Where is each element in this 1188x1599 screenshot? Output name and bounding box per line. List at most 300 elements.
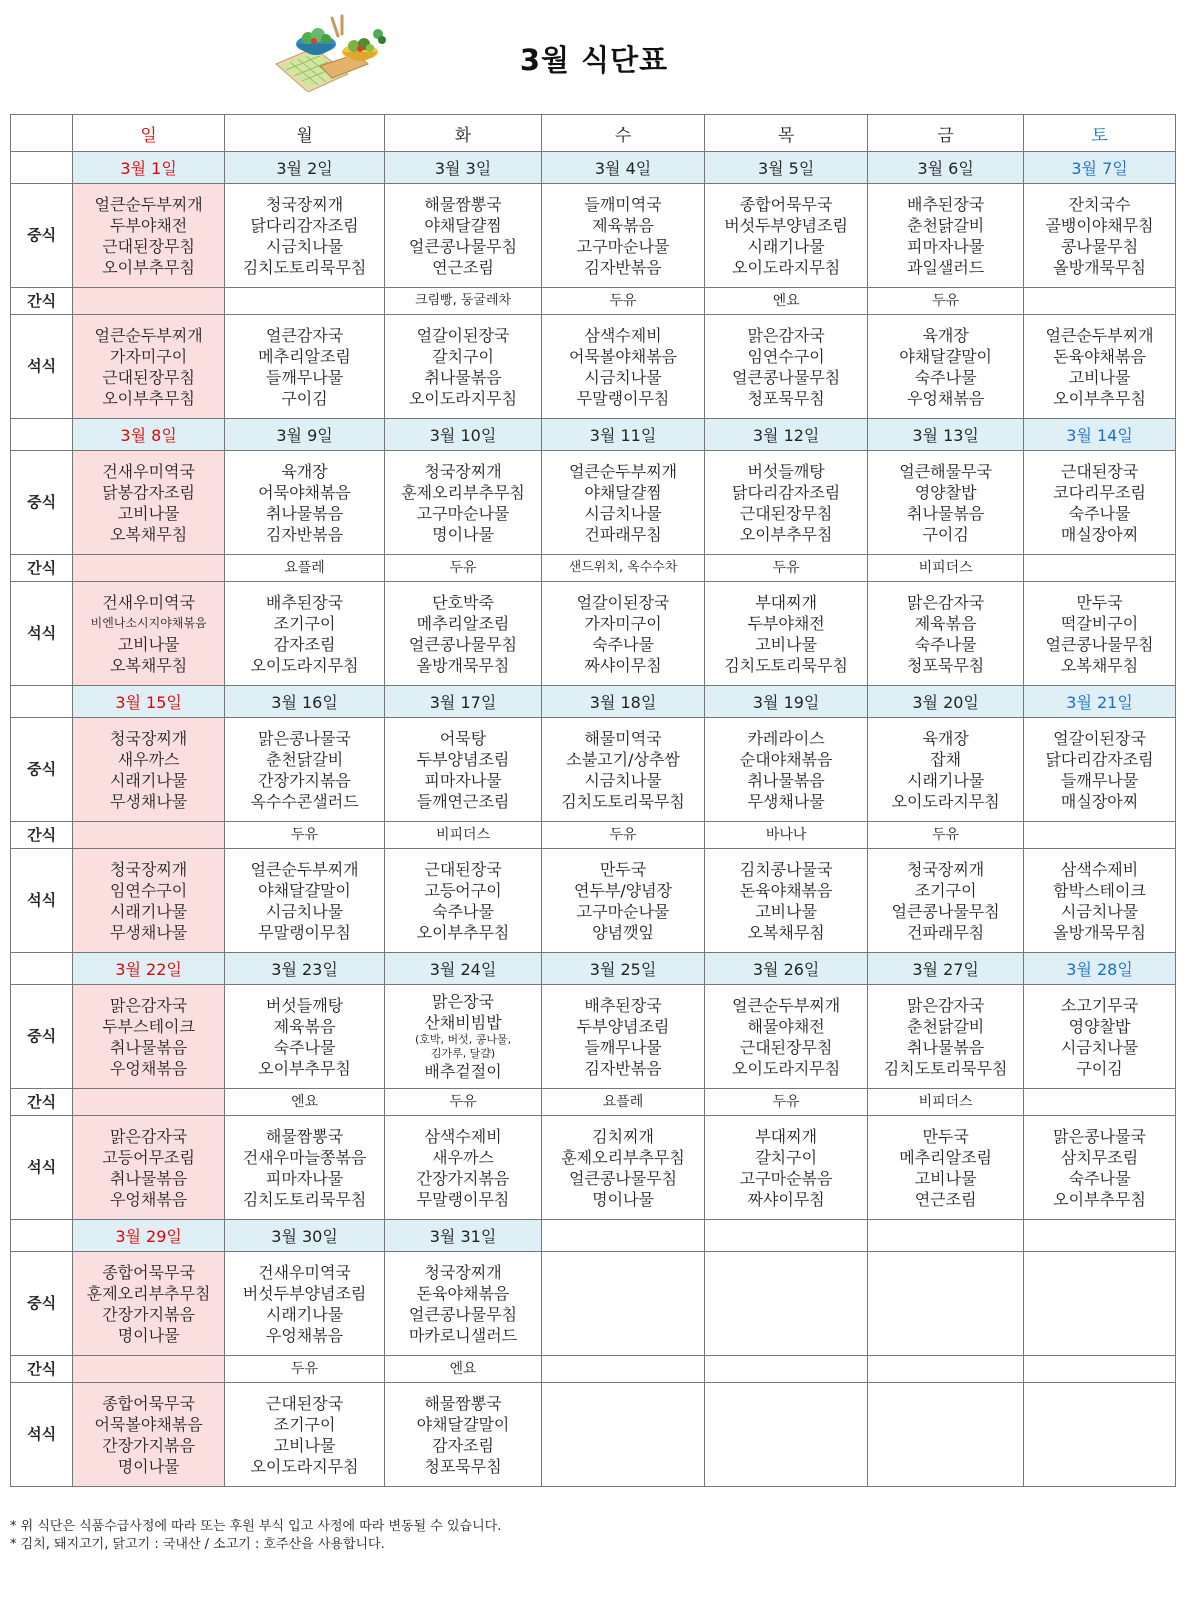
menu-item: 얼큰콩나물무침 (568, 1168, 678, 1188)
snack-row (11, 288, 1176, 315)
menu-item: 고등어무조림 (102, 1147, 195, 1167)
dinner-row (11, 849, 1176, 953)
menu-item: 구이김 (281, 388, 328, 408)
menu-item: 야채달걀찜 (424, 215, 502, 235)
snack-cell (73, 288, 225, 315)
menu-item: 오이부추무침 (258, 1058, 351, 1078)
menu-item: 조기구이 (273, 613, 336, 633)
menu-item: 새우까스 (432, 1147, 494, 1167)
snack-cell (73, 822, 225, 849)
date-cell: 3월 25일 (542, 953, 705, 985)
menu-item: 근대된장무침 (102, 236, 195, 256)
menu-item: 메추리알조림 (899, 1147, 992, 1167)
menu-item: 갈치구이 (432, 346, 494, 366)
snack-cell: 비피더스 (385, 822, 542, 849)
snack-cell (73, 1089, 225, 1116)
snack-cell: 두유 (705, 1089, 868, 1116)
dinner-cell (225, 1383, 385, 1487)
lunch-label: 중식 (11, 718, 73, 822)
snack-cell (1024, 1356, 1176, 1383)
menu-item: 마카로니샐러드 (408, 1325, 518, 1345)
menu-item: 피마자나물 (265, 1168, 344, 1188)
weekday-header: 목 (705, 115, 868, 152)
date-cell: 3월 5일 (705, 152, 868, 184)
menu-item: 종합어묵무국 (102, 1393, 195, 1413)
menu-item: 무말랭이무침 (576, 388, 670, 408)
menu-item: 시금치나물 (265, 901, 344, 921)
menu-item: 청국장찌개 (424, 461, 502, 481)
menu-item: 부대찌개 (755, 592, 818, 612)
footer-notes (10, 1518, 501, 1554)
dinner-cell (1024, 315, 1176, 419)
empty-cell (542, 1383, 705, 1487)
menu-item: 무생채나물 (747, 791, 825, 811)
menu-item: 임연수구이 (747, 346, 825, 366)
menu-item: 종합어묵무국 (102, 1262, 195, 1282)
menu-item: 갈치구이 (755, 1147, 818, 1167)
menu-item: 해물짬뽕국 (424, 1393, 502, 1413)
date-cell: 3월 17일 (385, 686, 542, 718)
menu-item: 배추된장국 (906, 194, 985, 214)
date-cell: 3월 13일 (868, 419, 1024, 451)
lunch-row (11, 451, 1176, 555)
menu-item: 고비나물 (914, 1168, 977, 1188)
dinner-cell (868, 315, 1024, 419)
menu-item: 제육볶음 (273, 1016, 336, 1036)
empty-cell (1024, 1252, 1176, 1356)
menu-item: 돈육야채볶음 (739, 880, 833, 900)
menu-item: 고비나물 (273, 1435, 336, 1455)
menu-item: 오복채무침 (747, 922, 825, 942)
menu-item: 근대된장무침 (739, 1037, 833, 1057)
dinner-row (11, 1383, 1176, 1487)
dinner-cell (225, 1116, 385, 1220)
menu-item: 카레라이스 (747, 728, 825, 748)
date-cell: 3월 18일 (542, 686, 705, 718)
menu-item: 해물야채전 (747, 1016, 825, 1036)
snack-cell: 바나나 (705, 822, 868, 849)
dinner-cell (385, 1383, 542, 1487)
menu-item: 간장가지볶음 (102, 1435, 195, 1455)
menu-item: 시금치나물 (265, 236, 344, 256)
empty-cell (868, 1383, 1024, 1487)
dinner-cell (705, 849, 868, 953)
menu-item: 육개장 (922, 325, 969, 345)
menu-item: 청국장찌개 (109, 859, 188, 879)
snack-cell (1024, 822, 1176, 849)
empty-cell (868, 1252, 1024, 1356)
menu-item: 두부스테이크 (102, 1016, 195, 1036)
menu-item: 해물미역국 (584, 728, 662, 748)
menu-item: 숙주나물 (1068, 1168, 1131, 1188)
date-cell: 3월 4일 (542, 152, 705, 184)
corner-cell (11, 115, 73, 152)
snack-cell (73, 555, 225, 582)
menu-item: 맑은콩나물국 (258, 728, 351, 748)
menu-item: 두부양념조림 (416, 749, 510, 769)
menu-item: 해물짬뽕국 (424, 194, 502, 214)
dinner-cell (868, 1116, 1024, 1220)
snack-cell: 크림빵, 둥굴레차 (385, 288, 542, 315)
weekday-header-row (11, 115, 1176, 152)
menu-item: 고비나물 (117, 503, 180, 523)
date-cell: 3월 29일 (73, 1220, 225, 1252)
menu-item: 오이도라지무침 (250, 655, 359, 675)
dinner-cell (868, 849, 1024, 953)
menu-item: 영양찰밥 (1068, 1016, 1131, 1036)
menu-item: 숙주나물 (914, 634, 977, 654)
snack-cell (705, 1356, 868, 1383)
lunch-cell (225, 1252, 385, 1356)
date-cell: 3월 14일 (1024, 419, 1176, 451)
date-cell: 3월 24일 (385, 953, 542, 985)
snack-cell: 두유 (705, 555, 868, 582)
menu-item: 오복채무침 (109, 524, 188, 544)
menu-item: 닭다리감자조림 (1045, 749, 1154, 769)
menu-item: 얼갈이된장국 (416, 325, 510, 345)
dinner-cell (705, 1116, 868, 1220)
menu-item: 단호박죽 (432, 592, 494, 612)
menu-item: 올방개묵무침 (416, 655, 510, 675)
menu-item: 돈육야채볶음 (1053, 346, 1146, 366)
lunch-cell (73, 451, 225, 555)
menu-item: 오이부추무침 (102, 257, 195, 277)
lunch-row (11, 985, 1176, 1089)
lunch-cell (225, 184, 385, 288)
menu-item: 어묵야채볶음 (258, 482, 351, 502)
menu-item: 무생채나물 (109, 922, 188, 942)
snack-cell (73, 1356, 225, 1383)
empty-cell (1024, 1383, 1176, 1487)
snack-label: 간식 (11, 288, 73, 315)
menu-item: 취나물볶음 (906, 503, 985, 523)
menu-item: 떡갈비구이 (1060, 613, 1139, 633)
menu-item: 얼큰콩나물무침 (408, 1304, 518, 1324)
menu-item: 닭다리감자조림 (732, 482, 841, 502)
menu-item: 훈제오리부추무침 (86, 1283, 211, 1303)
menu-item: 두부양념조림 (576, 1016, 670, 1036)
menu-item: 고등어구이 (424, 880, 502, 900)
menu-item: 삼색수제비 (1060, 859, 1139, 879)
menu-item: 근대된장무침 (739, 503, 833, 523)
menu-item: 고비나물 (755, 901, 818, 921)
menu-item: 배추된장국 (584, 995, 662, 1015)
menu-item: 고비나물 (117, 634, 180, 654)
dinner-cell (542, 315, 705, 419)
menu-item: 두부야채전 (109, 215, 188, 235)
menu-item: 매실장아찌 (1060, 791, 1139, 811)
date-cell: 3월 20일 (868, 686, 1024, 718)
menu-item: 근대된장국 (424, 859, 502, 879)
date-cell: 3월 28일 (1024, 953, 1176, 985)
lunch-label: 중식 (11, 184, 73, 288)
snack-cell (1024, 555, 1176, 582)
menu-item: 오이부추무침 (1053, 1189, 1146, 1209)
menu-item: 춘천닭갈비 (906, 1016, 985, 1036)
dinner-row (11, 1116, 1176, 1220)
menu-item: 김치콩나물국 (739, 859, 833, 879)
menu-item: 콩나물무침 (1060, 236, 1139, 256)
meal-plan-table (10, 114, 1176, 1487)
menu-item: 골뱅이야채무침 (1045, 215, 1154, 235)
menu-item: 건새우마늘쫑볶음 (242, 1147, 367, 1167)
date-row (11, 1220, 1176, 1252)
menu-item: 얼큰순두부찌개 (94, 194, 203, 214)
menu-item: 김치도토리묵무침 (242, 257, 367, 277)
menu-item: 야채달걀찜 (584, 482, 662, 502)
menu-item: 훈제오리부추무침 (401, 482, 525, 502)
menu-item: 숙주나물 (914, 367, 977, 387)
menu-item: 어묵볼야채볶음 (94, 1414, 203, 1434)
menu-item: 건파래무침 (906, 922, 985, 942)
menu-item: 매실장아찌 (1060, 524, 1139, 544)
date-cell: 3월 30일 (225, 1220, 385, 1252)
snack-row (11, 822, 1176, 849)
menu-item: 청국장찌개 (906, 859, 985, 879)
snack-cell: 엔요 (385, 1356, 542, 1383)
menu-item: 들깨무나물 (1060, 770, 1139, 790)
date-row (11, 686, 1176, 718)
menu-item: 메추리알조림 (258, 346, 351, 366)
date-cell: 3월 22일 (73, 953, 225, 985)
menu-item: 김자반볶음 (584, 1058, 662, 1078)
dinner-label: 석식 (11, 1116, 73, 1220)
menu-item: 김치도토리묵무침 (242, 1189, 367, 1209)
snack-cell (868, 1356, 1024, 1383)
menu-item: 돈육야채볶음 (416, 1283, 510, 1303)
lunch-cell (868, 718, 1024, 822)
menu-item: 버섯들깨탕 (265, 995, 344, 1015)
menu-item: 맑은콩나물국 (1053, 1126, 1146, 1146)
dinner-cell (1024, 582, 1176, 686)
menu-item: 구이김 (1076, 1058, 1123, 1078)
menu-item: 종합어묵무국 (739, 194, 833, 214)
date-cell: 3월 16일 (225, 686, 385, 718)
page-title: 3월 식단표 (519, 43, 669, 77)
weekday-header: 화 (385, 115, 542, 152)
lunch-cell (868, 451, 1024, 555)
menu-item: 들깨무나물 (265, 367, 344, 387)
menu-item: 맑은감자국 (906, 592, 985, 612)
date-cell: 3월 23일 (225, 953, 385, 985)
menu-item: 김치도토리묵무침 (883, 1058, 1008, 1078)
menu-item: 육개장 (922, 728, 969, 748)
lunch-cell (705, 451, 868, 555)
menu-item: 과일샐러드 (906, 257, 985, 277)
weekday-header: 토 (1024, 115, 1176, 152)
dinner-cell (385, 849, 542, 953)
snack-cell: 두유 (225, 1356, 385, 1383)
menu-item: 맑은감자국 (747, 325, 825, 345)
snack-cell (1024, 288, 1176, 315)
lunch-cell (542, 184, 705, 288)
dinner-cell (73, 1116, 225, 1220)
snack-cell: 요플레 (225, 555, 385, 582)
lunch-cell (868, 184, 1024, 288)
lunch-cell (385, 1252, 542, 1356)
menu-item: 얼큰해물무국 (899, 461, 992, 481)
menu-item: 오이부추무침 (739, 524, 833, 544)
lunch-cell (1024, 451, 1176, 555)
lunch-cell (73, 184, 225, 288)
menu-item: 어묵볼야채볶음 (568, 346, 678, 366)
date-cell: 3월 7일 (1024, 152, 1176, 184)
menu-item: 오복채무침 (1060, 655, 1139, 675)
date-cell: 3월 11일 (542, 419, 705, 451)
lunch-cell (1024, 184, 1176, 288)
menu-item: 잔치국수 (1068, 194, 1131, 214)
lunch-cell (225, 718, 385, 822)
menu-item: 얼큰순두부찌개 (1045, 325, 1154, 345)
menu-item: 산채비빔밥 (424, 1013, 502, 1032)
weekday-header: 월 (225, 115, 385, 152)
menu-item: 우엉채볶음 (109, 1058, 188, 1078)
dinner-cell (73, 315, 225, 419)
menu-item: 만두국 (922, 1126, 969, 1146)
lunch-cell (705, 985, 868, 1089)
snack-row (11, 555, 1176, 582)
dinner-cell (385, 582, 542, 686)
date-cell: 3월 21일 (1024, 686, 1176, 718)
snack-cell: 두유 (542, 822, 705, 849)
dinner-cell (1024, 849, 1176, 953)
menu-item: 얼큰콩나물무침 (408, 634, 518, 654)
menu-item: 가자미구이 (584, 613, 662, 633)
menu-item: 오이도라지무침 (891, 791, 1000, 811)
snack-cell (542, 1356, 705, 1383)
date-row-label (11, 686, 73, 718)
lunch-cell (73, 1252, 225, 1356)
lunch-cell (385, 451, 542, 555)
weekday-header: 일 (73, 115, 225, 152)
menu-item: 시래기나물 (109, 770, 188, 790)
date-cell: 3월 12일 (705, 419, 868, 451)
menu-item: 영양찰밥 (914, 482, 977, 502)
snack-cell: 두유 (868, 288, 1024, 315)
lunch-cell (73, 985, 225, 1089)
date-cell: 3월 9일 (225, 419, 385, 451)
dinner-row (11, 582, 1176, 686)
menu-item: 올방개묵무침 (1053, 257, 1146, 277)
date-row (11, 953, 1176, 985)
date-row-label (11, 953, 73, 985)
menu-item: 시금치나물 (584, 770, 662, 790)
date-cell: 3월 8일 (73, 419, 225, 451)
menu-item: 시금치나물 (584, 367, 662, 387)
menu-item: 시래기나물 (747, 236, 825, 256)
menu-item: 명이나물 (432, 524, 494, 544)
lunch-cell (868, 985, 1024, 1089)
date-row (11, 419, 1176, 451)
menu-item: 간장가지볶음 (258, 770, 351, 790)
lunch-row (11, 718, 1176, 822)
menu-item: 삼치무조림 (1060, 1147, 1139, 1167)
menu-item: 조기구이 (914, 880, 977, 900)
menu-item: 오이부추무침 (102, 388, 195, 408)
date-cell: 3월 15일 (73, 686, 225, 718)
menu-item: 건새우미역국 (102, 461, 195, 481)
menu-item: 메추리알조림 (416, 613, 510, 633)
menu-item: 오이도라지무침 (732, 1058, 841, 1078)
menu-item: 김치도토리묵무침 (561, 791, 685, 811)
lunch-cell (225, 985, 385, 1089)
lunch-label: 중식 (11, 1252, 73, 1356)
menu-item: 얼갈이된장국 (1053, 728, 1146, 748)
menu-item: 코다리무조림 (1053, 482, 1146, 502)
lunch-cell (385, 718, 542, 822)
snack-label: 간식 (11, 1356, 73, 1383)
menu-item: 맑은장국 (432, 992, 494, 1011)
menu-item: 청국장찌개 (109, 728, 188, 748)
date-row-label (11, 152, 73, 184)
menu-item: 감자조림 (273, 634, 336, 654)
menu-item: 무생채나물 (109, 791, 188, 811)
menu-item: 김치도토리묵무침 (724, 655, 848, 675)
dinner-label: 석식 (11, 1383, 73, 1487)
menu-item: 고비나물 (1068, 367, 1131, 387)
dinner-cell (225, 582, 385, 686)
dinner-cell (542, 582, 705, 686)
lunch-cell (1024, 718, 1176, 822)
menu-item: 시금치나물 (1060, 1037, 1139, 1057)
date-cell: 3월 27일 (868, 953, 1024, 985)
menu-item: 훈제오리부추무침 (561, 1147, 685, 1167)
lunch-cell (385, 985, 542, 1089)
lunch-label: 중식 (11, 985, 73, 1089)
menu-item: 삼색수제비 (584, 325, 662, 345)
menu-item: 옥수수콘샐러드 (250, 791, 359, 811)
lunch-label: 중식 (11, 451, 73, 555)
date-cell: 3월 1일 (73, 152, 225, 184)
dinner-cell (868, 582, 1024, 686)
date-row-label (11, 1220, 73, 1252)
dinner-label: 석식 (11, 315, 73, 419)
lunch-cell (542, 985, 705, 1089)
snack-cell: 요플레 (542, 1089, 705, 1116)
menu-item: 맑은감자국 (906, 995, 985, 1015)
menu-item: 올방개묵무침 (1053, 922, 1146, 942)
menu-item: 가자미구이 (109, 346, 188, 366)
menu-item: 김자반볶음 (584, 257, 662, 277)
empty-cell (542, 1252, 705, 1356)
dinner-cell (1024, 1116, 1176, 1220)
menu-item: 취나물볶음 (109, 1168, 188, 1188)
menu-item: 닭다리감자조림 (250, 215, 359, 235)
menu-item: 김가루, 달걀) (430, 1047, 496, 1060)
lunch-cell (1024, 985, 1176, 1089)
menu-item: 오복채무침 (109, 655, 188, 675)
menu-item: 오이부추무침 (416, 922, 510, 942)
menu-item: 야채달걀말이 (416, 1414, 510, 1434)
menu-item: 피마자나물 (424, 770, 502, 790)
snack-row (11, 1089, 1176, 1116)
menu-item: 시금치나물 (1060, 901, 1139, 921)
menu-item: 얼큰감자국 (265, 325, 344, 345)
menu-item: 숙주나물 (592, 634, 654, 654)
menu-item: 연두부/양념장 (573, 880, 673, 900)
dinner-cell (385, 1116, 542, 1220)
menu-item: 건새우미역국 (258, 1262, 351, 1282)
lunch-cell (705, 718, 868, 822)
menu-item: 얼큰순두부찌개 (732, 995, 841, 1015)
snack-cell: 샌드위치, 옥수수차 (542, 555, 705, 582)
snack-label: 간식 (11, 1089, 73, 1116)
menu-item: 우엉채볶음 (906, 388, 985, 408)
footer-note: * 김치, 돼지고기, 닭고기 : 국내산 / 소고기 : 호주산을 사용합니다. (10, 1537, 385, 1552)
dinner-cell (73, 849, 225, 953)
menu-item: 배추된장국 (265, 592, 344, 612)
snack-cell: 두유 (385, 1089, 542, 1116)
